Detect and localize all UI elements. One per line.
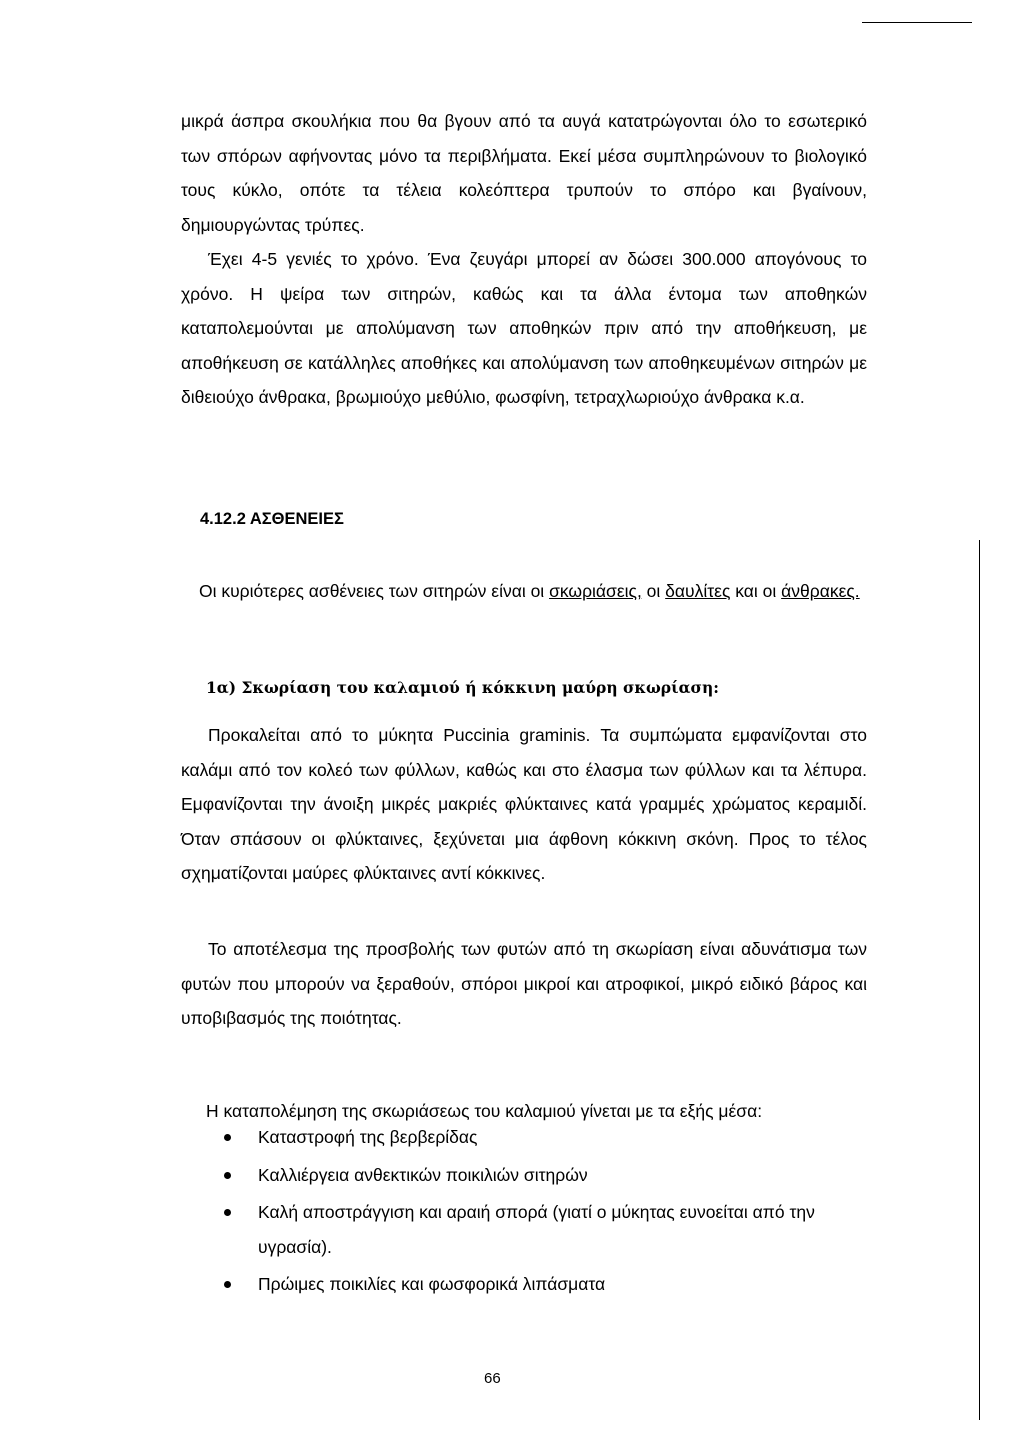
diseases-paragraph bbox=[181, 574, 867, 609]
paragraph-2 bbox=[181, 242, 867, 415]
diseases-intro bbox=[181, 574, 867, 609]
diseases-intro-text: Οι κυριότερες ασθένειες των σιτηρών είναι οι bbox=[199, 581, 550, 601]
rust-subheading: 1α) Σκωρίαση του καλαμιού ή κόκκινη μαύρη σκωρίαση: bbox=[206, 678, 719, 697]
body-text bbox=[181, 104, 867, 415]
rust-description-block bbox=[181, 718, 867, 891]
disease-rusts: σκωριάσεις, bbox=[549, 581, 642, 601]
bullet-icon bbox=[224, 1134, 231, 1141]
page-number: 66 bbox=[484, 1370, 501, 1387]
top-rule bbox=[862, 22, 972, 23]
control-intro: Η καταπολέμηση της σκωριάσεως του καλαμιού γίνεται με τα εξής μέσα: bbox=[206, 1101, 763, 1121]
list-item bbox=[220, 1120, 866, 1155]
list-item-text: Πρώιμες ποικιλίες και φωσφορικά λιπάσματα bbox=[258, 1274, 606, 1294]
rust-effect-block bbox=[181, 932, 867, 1036]
paragraph-2-part-1: Έχει 4-5 γενιές το χρόνο. Ένα ζευγάρι μπορεί αν δώσει 300.000 απογόνους το χρόνο. bbox=[181, 249, 867, 304]
list-item bbox=[220, 1158, 866, 1193]
rust-description: Προκαλείται από το μύκητα Puccinia graminis. Τα συμπώματα εμφανίζονται στο καλάμι από τον κολεό των φύλλων, καθώς και στο έλασμα των φύλλων και τα λέπυρα. Εμφανίζονται την άνοιξη μικρές μακριές φλύκταινες κατά γραμμές χρώματος κεραμιδί. Όταν σπάσουν οι φλύκταινες, ξεχύνεται μια άφθονη κόκκινη σκόνη. Προς το τέλος σχηματίζονται μαύρες φλύκταινες αντί κόκκινες. bbox=[181, 725, 867, 883]
diseases-sep-2: και οι bbox=[730, 581, 782, 601]
bullet-icon bbox=[224, 1281, 231, 1288]
right-margin-rule bbox=[979, 540, 980, 1420]
paragraph-2-part-2: Η ψείρα των σιτηρών, καθώς και τα άλλα έντομα των αποθηκών καταπολεμούνται με απολύμανση των αποθηκών πριν από την αποθήκευση, με αποθήκευση σε κατάλληλες αποθήκες και απολύμανση των αποθηκευμένων σιτηρών με διθειούχο άνθρακα, βρωμιούχο μεθύλιο, φωσφίνη, τετραχλωριούχο άνθρακα κ.α. bbox=[181, 283, 867, 407]
diseases-sep-1: οι bbox=[641, 581, 666, 601]
section-heading: 4.12.2 ΑΣΘΕΝΕΙΕΣ bbox=[200, 510, 344, 528]
disease-anthracnose: άνθρακες. bbox=[781, 581, 860, 601]
paragraph-1: μικρά άσπρα σκουλήκια που θα βγουν από τα αυγά κατατρώγονται όλο το εσωτερικό των σπόρων αφήνοντας μόνο τα περιβλήματα. Εκεί μέσα συμπληρώνουν το βιολογικό τους κύκλο, οπότε τα τέλεια κολεόπτερα τρυπούν το σπόρο και βγαίνουν, δημιουργώντας τρύπες. bbox=[181, 111, 867, 235]
list-item bbox=[220, 1195, 866, 1264]
control-measures-list bbox=[220, 1120, 866, 1305]
list-item bbox=[220, 1267, 866, 1302]
bullet-icon bbox=[224, 1209, 231, 1216]
list-item-text: Καλλιέργεια ανθεκτικών ποικιλιών σιτηρών bbox=[258, 1164, 588, 1185]
bullet-icon bbox=[224, 1172, 231, 1179]
list-item-text: Καλή αποστράγγιση και αραιή σπορά (γιατί ο μύκητας ευνοείται από την υγρασία). bbox=[258, 1202, 815, 1257]
disease-smuts: δαυλίτες bbox=[665, 581, 731, 601]
rust-effect: Το αποτέλεσμα της προσβολής των φυτών από τη σκωρίαση είναι αδυνάτισμα των φυτών που μπορούν να ξεραθούν, σπόροι μικροί και ατροφικοί, μικρό ειδικό βάρος και υποβιβασμός της ποιότητας. bbox=[181, 939, 867, 1028]
list-item-text: Καταστροφή της βερβερίδας bbox=[258, 1127, 478, 1147]
